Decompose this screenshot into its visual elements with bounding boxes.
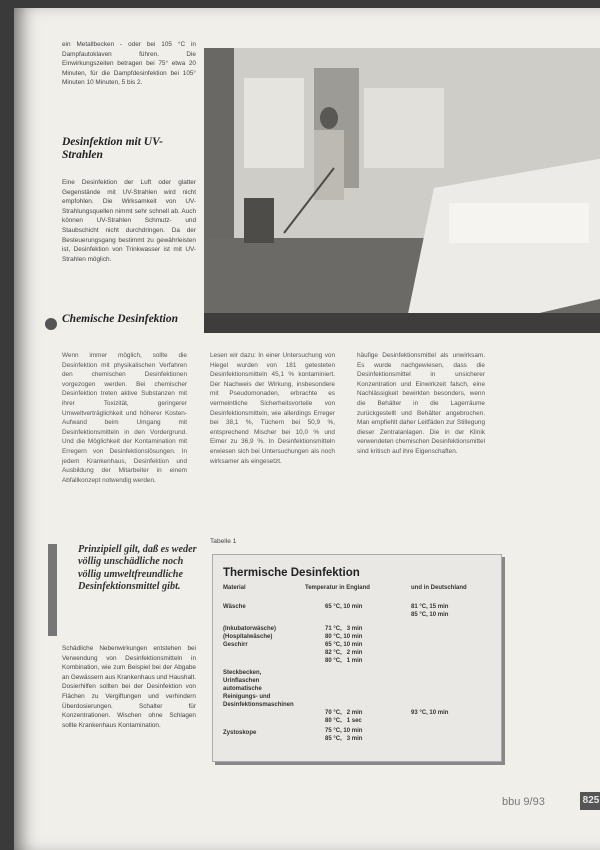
chem-col2-text: Lesen wir dazu: In einer Untersuchung von Hiegel wurden von 181 getesteten Desinfektionsmitteln 45,1 % kontaminiert. Der Nachweis der Wirkung, insbesondere mit Pseudomonaden, erbrachte es vermeintliche Sicherheitsvorteile von Desinfektionsmitteln, wie allerdings Erreger bei 38,1 %, Tüchern bei 50,9 %, entsprechend Mischer bei 10,0 % und Eimer zu 36,9 %. In Desinfektionsmitteln erwiesen sich bei Untersuchungen als noch wirksamer als eingesetzt.	[210, 352, 335, 465]
table-row-1-material: Wäsche	[223, 604, 246, 610]
thermal-table	[212, 554, 502, 762]
table-row-3-material: Steckbecken, Urinflaschen automatische Reinigungs- und Desinfektionsmaschinen	[223, 670, 294, 708]
bottom-left-paragraph	[62, 644, 196, 730]
pull-quote: Prinzipiell gilt, daß es weder völlig unschädliche noch völlig umweltfreundliche Desinfektionsmittel gibt.	[78, 544, 197, 593]
bottom-left-text: Schädliche Nebenwirkungen entstehen bei Verwendung von Desinfektionsmitteln in Kombination, wie zum Beispiel bei der Abgabe an Gewässern aus Krankenhaus und Haushalt. Dosierhilfen sollten bei der Desinfektion von Flächen zu Vergiftungen und verhindern Überdosierungen. Schalter für Konzentrationen. Wischen ohne Schlagen sollte Krankenhaus Kontamination.	[62, 645, 196, 729]
table-row-4-material: Zystoskope	[223, 730, 257, 736]
table-row-3-england: 70 °C, 2 min 80 °C, 1 sec	[325, 710, 363, 724]
table-row-3-germany: 93 °C, 10 min	[411, 710, 449, 716]
table-header-germany: und in Deutschland	[411, 585, 467, 591]
hospital-room-image	[204, 48, 600, 333]
magazine-page	[14, 8, 600, 850]
journal-name: bbu 9/93	[502, 796, 545, 808]
table-title: Thermische Desinfektion	[223, 567, 360, 579]
section-bullet-icon	[45, 318, 57, 330]
intro-text: ein Metallbecken - oder bei 105 °C in Dampfautoklaven führen. Die Einwirkungszeiten betragen bei 75° etwa 20 Minuten, für die Dampfdesinfektion bei 105° Minuten 10 Minuten, 5 bis 2.	[62, 41, 196, 87]
chem-heading-wrap	[62, 313, 196, 326]
page-number: 825	[580, 792, 600, 810]
table-row-1-england: 65 °C, 10 min	[325, 604, 363, 610]
chem-column-1	[62, 351, 187, 485]
uv-heading: Desinfektion mit UV-Strahlen	[62, 136, 163, 161]
quote-bar	[48, 544, 57, 636]
chem-heading: Chemische Desinfektion	[62, 313, 178, 325]
uv-body: Eine Desinfektion der Luft oder glatter Gegenstände mit UV-Strahlen wird nicht empfohlen. Die Wirksamkeit von UV-Strahlungsquellen nimmt sehr schnell ab. Auch können UV-Strahlen Schmutz- und Staubschicht nicht durchdringen. Da der Besteuerungsgang bestimmt zu gewährleisten ist, Desinfektion von Trinkwasser ist mit UV-Strahlen möglich.	[62, 179, 196, 263]
chem-column-2	[210, 351, 335, 466]
table-row-1-germany: 81 °C, 15 min 85 °C, 10 min	[411, 604, 449, 618]
table-header-england: Temperatur in England	[305, 585, 370, 591]
chem-column-3	[357, 351, 485, 457]
uv-section	[62, 136, 196, 264]
table-header-material: Material	[223, 585, 246, 591]
chem-col1-text: Wenn immer möglich, sollte die Desinfektion mit physikalischen Verfahren den chemischen Desinfektionen vorgezogen werden. Bei chemischer Desinfektion treten aktive Substanzen mit ihrer Toxizität, geringerer Umweltverträglichkeit und höherer Kosten-Aufwand beim Umgang mit Desinfektionsmitteln in den Vordergrund. Und die Möglichkeit der Kontamination mit Erregern von Desinfektionslösungen. In jedem Krankenhaus, Desinfektion und Ausbildung der Mitarbeiter in einem Abfallkonzept notwendig werden.	[62, 352, 187, 484]
table-row-2-material: (Inkubatorwäsche) (Hospitalwäsche) Geschirr	[223, 626, 277, 648]
hospital-photo	[204, 48, 600, 333]
table-row-2-england: 71 °C, 3 min 80 °C, 10 min 65 °C, 10 min 82 °C, 2 min 80 °C, 1 min	[325, 626, 363, 664]
table-row-4-england: 75 °C, 10 min 85 °C, 3 min	[325, 728, 363, 742]
table-label: Tabelle 1	[210, 538, 237, 545]
intro-paragraph	[62, 40, 196, 88]
chem-col3-text: häufige Desinfektionsmittel als unwirksam. Es wurde nachgewiesen, dass die Desinfektionsmittel in unsicherer Konzentration und Einwirkzeit falsch, eine Nachlässigkeit bewirkten besonders, wenn die Behälter in die Lagerräume zurückgestellt und Behälter angebrochen. Man empfiehlt daher Leitfäden zur Stillegung dieser Zentralanlagen. Die in der Klinik verwendeten chemischen Desinfektionsmittel sind kritisch auf ihre Eigenschaften.	[357, 352, 485, 455]
